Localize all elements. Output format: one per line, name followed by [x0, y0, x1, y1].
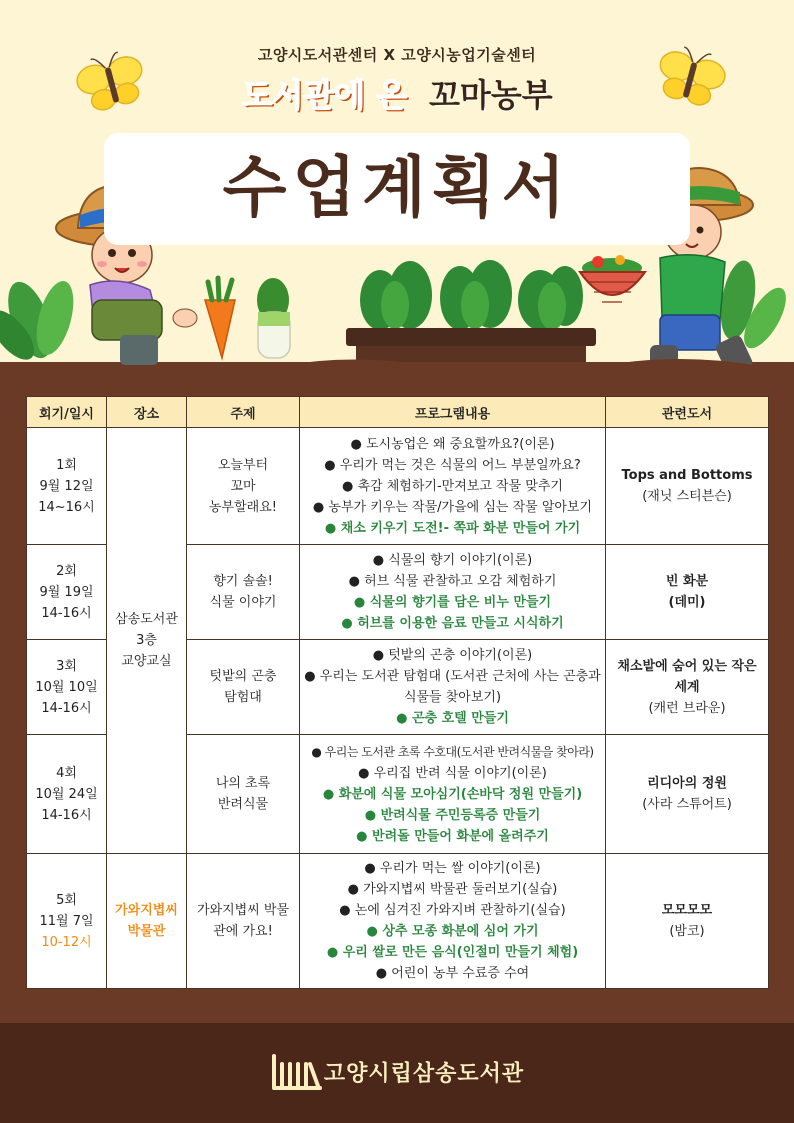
- header-session: 회기/일시: [27, 397, 107, 428]
- topic-cell: 텃밭의 곤충 탐험대: [187, 640, 300, 735]
- header-main-orange: 도서관에 온: [241, 76, 408, 114]
- session-cell: 4회 10월 24일 14-16시: [27, 735, 107, 854]
- library-name: 고양시립삼송도서관: [323, 1061, 525, 1087]
- session-cell: 2회 9월 19일 14-16시: [27, 545, 107, 640]
- table-row: [27, 428, 769, 545]
- table-header-row: [27, 397, 769, 428]
- header-location: 장소: [107, 397, 187, 428]
- table-row: [27, 854, 769, 989]
- book-cell: 리디아의 정원 (사라 스튜어트): [606, 735, 769, 854]
- program-cell: ● 식물의 향기 이야기(이론) ● 허브 식물 관찰하고 오감 체험하기 ● 식물의 향기를 담은 비누 만들기 ● 허브를 이용한 음료 만들고 시식하기: [300, 545, 606, 640]
- topic-cell: 나의 초록 반려식물: [187, 735, 300, 854]
- topic-cell: 오늘부터 꼬마 농부할래요!: [187, 428, 300, 545]
- program-cell: ● 도시농업은 왜 중요할까요?(이론) ● 우리가 먹는 것은 식물의 어느 부분일까요? ● 촉감 체험하기-만져보고 작물 맞추기 ● 농부가 키우는 작물/가을에 심는 작물 알아보기 ● 채소 키우기 도전!- 쪽파 화분 만들어 가기: [300, 428, 606, 545]
- session-cell: 3회 10월 10일 14-16시: [27, 640, 107, 735]
- session-cell: 1회 9월 12일 14~16시: [27, 428, 107, 545]
- header-book: 관련도서: [606, 397, 769, 428]
- header-main-title: [0, 70, 794, 116]
- header-subtitle: 고양시도서관센터 X 고양시농업기술센터: [257, 46, 537, 64]
- book-cell: 빈 화분 (데미): [606, 545, 769, 640]
- location-cell: 가와지볍씨 박물관: [107, 854, 187, 989]
- program-cell: ● 우리는 도서관 초록 수호대(도서관 반려식물을 찾아라) ● 우리집 반려 식물 이야기(이론) ● 화분에 식물 모아심기(손바닥 정원 만들기) ● 반려식물 주민등록증 만들기 ● 반려돌 만들어 화분에 올려주기: [300, 735, 606, 854]
- program-cell: ● 텃밭의 곤충 이야기(이론) ● 우리는 도서관 탐험대 (도서관 근처에 사는 곤충과 식물들 찾아보기) ● 곤충 호텔 만들기: [300, 640, 606, 735]
- footer: [0, 1052, 794, 1092]
- radish-icon: [257, 278, 290, 358]
- lesson-plan-table: [26, 396, 769, 989]
- carrot-icon: [205, 278, 235, 358]
- planter-box-icon: [346, 260, 596, 362]
- topic-cell: 향기 솔솔! 식물 이야기: [187, 545, 300, 640]
- topic-cell: 가와지볍씨 박물 관에 가요!: [187, 854, 300, 989]
- location-cell: 삼송도서관 3층 교양교실: [107, 428, 187, 854]
- spinach-icon-left: [0, 276, 80, 367]
- library-logo-icon: [270, 1052, 322, 1092]
- header-main-dark: 꼬마농부: [429, 76, 553, 114]
- program-cell: ● 우리가 먹는 쌀 이야기(이론) ● 가와지볍씨 박물관 둘러보기(실습) ● 논에 심겨진 가와지벼 관찰하기(실습) ● 상추 모종 화분에 심어 가기 ● 우리 쌀로 만든 음식(인절미 만들기 체험) ● 어린이 농부 수료증 수여: [300, 854, 606, 989]
- book-cell: 채소밭에 숨어 있는 작은 세계 (캐런 브라운): [606, 640, 769, 735]
- page-title: 수업계획서: [222, 149, 572, 226]
- header-program: 프로그램내용: [300, 397, 606, 428]
- book-cell: 모모모모 (밤코): [606, 854, 769, 989]
- book-cell: Tops and Bottoms (재닛 스티븐슨): [606, 428, 769, 545]
- header-topic: 주제: [187, 397, 300, 428]
- session-cell: 5회 11월 7일 10-12시: [27, 854, 107, 989]
